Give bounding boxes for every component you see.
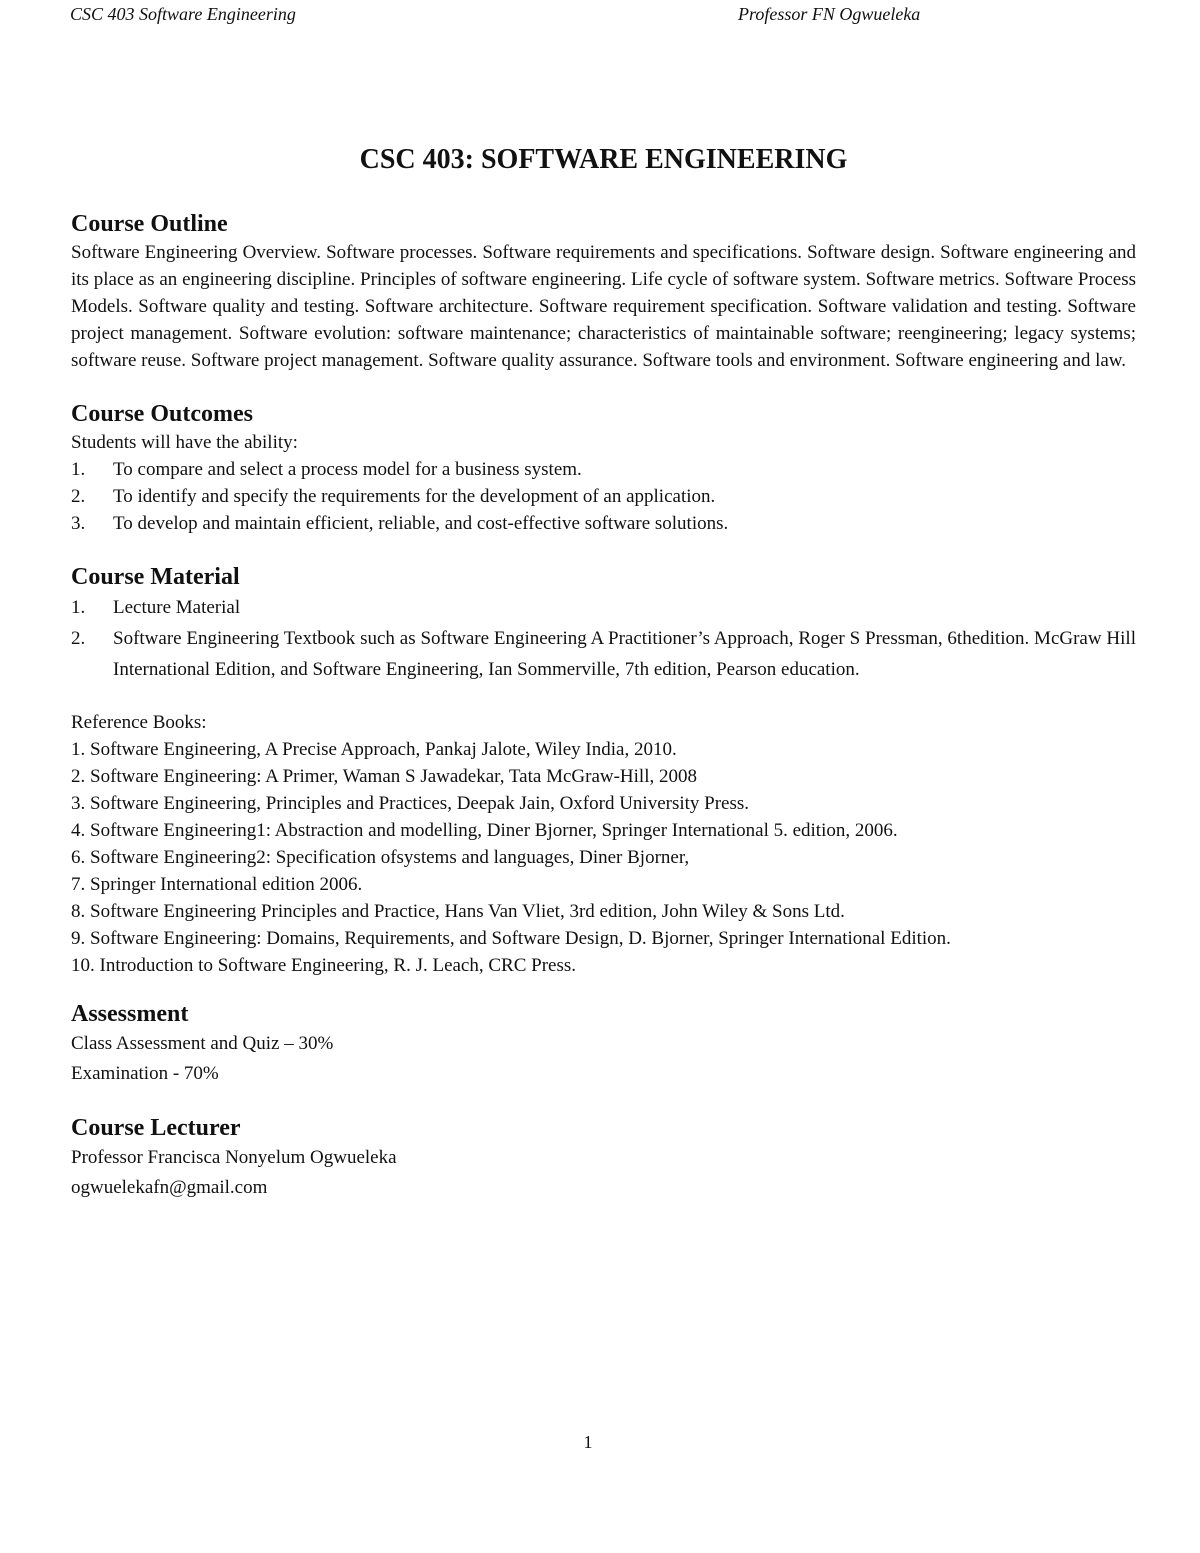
document-title: CSC 403: SOFTWARE ENGINEERING <box>359 144 848 175</box>
course-material-heading: Course Material <box>71 564 240 590</box>
outcome-number: 3. <box>71 513 86 534</box>
outcome-number: 1. <box>71 459 86 480</box>
course-material-section <box>71 562 1136 685</box>
outcome-number: 2. <box>71 486 86 507</box>
reference-item: 3. Software Engineering, Principles and Practices, Deepak Jain, Oxford University Press. <box>71 793 750 814</box>
outcome-text: To compare and select a process model for a business system. <box>113 459 582 480</box>
course-outcomes-heading: Course Outcomes <box>71 401 253 427</box>
course-outline-text: Software Engineering Overview. Software processes. Software requirements and specifications. Software design. Software engineering and its place as an engineering discipline. Principles of software engineering. Life cycle of software system. Software metrics. Software Process Models. Software quality and testing. Software architecture. Software requirement specification. Software validation and testing. Software project management. Software evolution: software maintenance; characteristics of maintainable software; reengineering; legacy systems; software reuse. Software project management. Software quality assurance. Software tools and environment. Software engineering and law. <box>71 242 1136 371</box>
reference-item: 7. Springer International edition 2006. <box>71 874 363 895</box>
reference-item: 8. Software Engineering Principles and Practice, Hans Van Vliet, 3rd edition, John Wiley & Sons Ltd. <box>71 901 845 922</box>
running-header <box>70 4 1130 28</box>
reference-item: 4. Software Engineering1: Abstraction and modelling, Diner Bjorner, Springer International 5. edition, 2006. <box>71 820 898 841</box>
reference-item: 10. Introduction to Software Engineering, R. J. Leach, CRC Press. <box>71 955 577 976</box>
course-outcomes-intro: Students will have the ability: <box>71 432 298 453</box>
course-outline-heading: Course Outline <box>71 211 228 237</box>
material-number: 1. <box>71 597 86 618</box>
course-outline-section <box>71 209 1136 374</box>
header-course-name: CSC 403 Software Engineering <box>70 4 296 24</box>
outcome-item <box>71 510 1136 537</box>
header-author-name: Professor FN Ogwueleka <box>738 4 921 24</box>
assessment-heading: Assessment <box>71 1001 189 1027</box>
course-outcomes-section <box>71 399 1136 537</box>
document-body <box>71 138 1136 1203</box>
assessment-section <box>71 999 1136 1089</box>
reference-item: 2. Software Engineering: A Primer, Waman S Jawadekar, Tata McGraw-Hill, 2008 <box>71 766 697 787</box>
page-number-text: 1 <box>583 1432 593 1452</box>
material-number: 2. <box>71 628 86 649</box>
reference-books-label: Reference Books: <box>71 712 207 733</box>
course-material-list <box>71 592 1136 685</box>
page-number <box>0 1432 1200 1453</box>
lecturer-email: ogwuelekafn@gmail.com <box>71 1177 268 1198</box>
outcome-text: To develop and maintain efficient, reliable, and cost-effective software solutions. <box>113 513 729 534</box>
lecturer-name: Professor Francisca Nonyelum Ogwueleka <box>71 1147 397 1168</box>
assessment-line: Examination - 70% <box>71 1063 219 1084</box>
outcome-item <box>71 483 1136 510</box>
reference-books-section <box>71 709 1136 979</box>
course-lecturer-section <box>71 1113 1136 1203</box>
outcome-item <box>71 456 1136 483</box>
course-lecturer-heading: Course Lecturer <box>71 1115 241 1141</box>
material-text: Lecture Material <box>113 597 241 618</box>
material-item <box>71 623 1136 685</box>
outcome-text: To identify and specify the requirements for the development of an application. <box>113 486 716 507</box>
material-item <box>71 592 1136 623</box>
assessment-line: Class Assessment and Quiz – 30% <box>71 1033 334 1054</box>
reference-item: 6. Software Engineering2: Specification ofsystems and languages, Diner Bjorner, <box>71 847 690 868</box>
course-outcomes-list <box>71 456 1136 537</box>
material-text: Software Engineering Textbook such as Software Engineering A Practitioner’s Approach, Roger S Pressman, 6thedition. McGraw Hill International Edition, and Software Engineering, Ian Sommerville, 7th edition, Pearson education. <box>113 628 1136 680</box>
reference-books-list <box>71 736 1136 979</box>
reference-item: 9. Software Engineering: Domains, Requirements, and Software Design, D. Bjorner, Springer International Edition. <box>71 928 951 949</box>
reference-item: 1. Software Engineering, A Precise Approach, Pankaj Jalote, Wiley India, 2010. <box>71 739 677 760</box>
